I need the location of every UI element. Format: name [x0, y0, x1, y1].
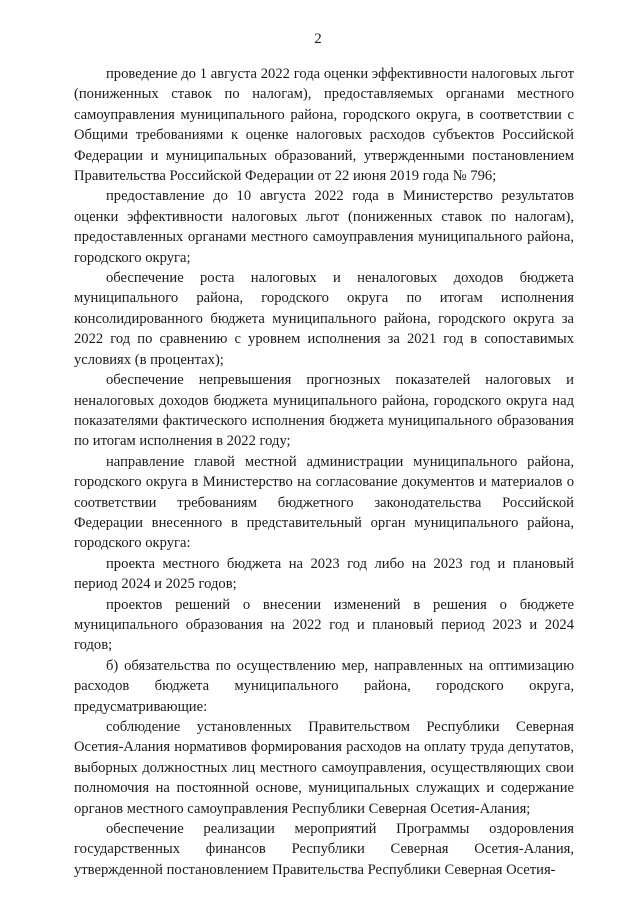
document-body: [74, 64, 574, 880]
paragraph-payroll-norms: соблюдение установленных Правительством Республики Северная Осетия-Алания нормативов формирования расходов на оплату труда депутатов, выборных должностных лиц местного самоуправления, осуществляющих свои полномочия на постоянной основе, муниципальных служащих и содержание органов местного самоуправления Республики Северная Осетия-Алания;: [74, 719, 574, 817]
paragraph-tax-benefit-assessment: проведение до 1 августа 2022 года оценки эффективности налоговых льгот (пониженных ставок по налогам), предоставляемых органами местного самоуправления муниципального района, городского округа, в соответствии с Общими требованиями к оценке налоговых расходов субъектов Российской Федерации и муниципальных образований, утвержденными постановлением Правительства Российской Федерации от 22 июня 2019 года № 796;: [74, 66, 574, 185]
paragraph-forecast-not-exceeded: обеспечение непревышения прогнозных показателей налоговых и неналоговых доходов бюджета муниципального района, городского округа над показателями фактического исполнения бюджета муниципального образования по итогам исполнения в 2022 году;: [74, 372, 574, 450]
paragraph-local-budget-draft: проекта местного бюджета на 2023 год либо на 2023 год и плановый период 2024 и 2025 годов;: [74, 555, 574, 593]
paragraph-submission-of-results: предоставление до 10 августа 2022 года в Министерство результатов оценки эффективности налоговых льгот (пониженных ставок по налогам), предоставленных органами местного самоуправления муниципального района, городского округа;: [74, 188, 574, 266]
paragraph-budget-amendments: проектов решений о внесении изменений в решения о бюджете муниципального образования на 2022 год и плановый период 2023 и 2024 годов;: [74, 596, 574, 654]
paragraph-revenue-growth: обеспечение роста налоговых и неналоговых доходов бюджета муниципального района, городского округа по итогам исполнения консолидированного бюджета муниципального района, городского округа за 2022 год по сравнению с уровнем исполнения за 2021 год в сопоставимых условиях (в процентах);: [74, 270, 574, 368]
paragraph-optimization-obligations: б) обязательства по осуществлению мер, направленных на оптимизацию расходов бюджета муниципального района, городского округа, предусматривающие:: [74, 657, 574, 715]
paragraph-document-submission: направление главой местной администрации муниципального района, городского округа в Министерство на согласование документов и материалов о соответствии требованиям бюджетного законодательства Российской Федерации внесенного в представительный орган муниципального района, городского округа:: [74, 453, 574, 552]
page-number: 2: [314, 31, 322, 47]
paragraph-recovery-program: обеспечение реализации мероприятий Программы оздоровления государственных финансов Республики Северная Осетия-Алания, утвержденной постановлением Правительства Республики Северная Осетия-: [74, 821, 574, 878]
